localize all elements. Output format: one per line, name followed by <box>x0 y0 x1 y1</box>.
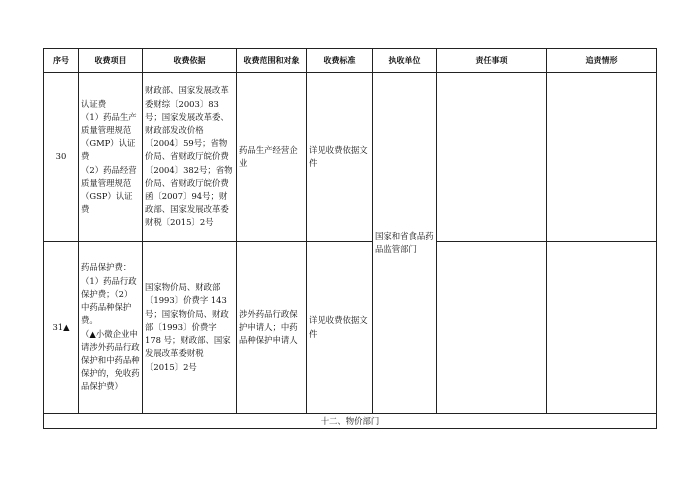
header-row <box>44 49 657 73</box>
table-row <box>44 73 657 242</box>
fee-table <box>43 48 657 429</box>
row-basis: 财政部、国家发展改革委财综〔2003〕83 号；国家发展改革委、财政部发改价格〔2004〕59号；省物价局、省财政厅皖价费〔2004〕382号；省物价局、省财政厅皖价费函〔2007〕94号；财政部、国家发展改革委财税〔2015〕2号 <box>143 73 237 242</box>
row-accountability <box>547 73 657 242</box>
header-basis: 收费依据 <box>143 49 237 73</box>
row-duty <box>437 242 547 414</box>
header-item: 收费项目 <box>79 49 143 73</box>
header-duty: 责任事项 <box>437 49 547 73</box>
header-scope: 收费范围和对象 <box>237 49 307 73</box>
row-no: 30 <box>44 73 79 242</box>
row-unit: 国家和省食品药品监管部门 <box>373 73 437 414</box>
header-no: 序号 <box>44 49 79 73</box>
row-no: 31▲ <box>44 242 79 414</box>
row-scope: 涉外药品行政保护申请人；中药品种保护申请人 <box>237 242 307 414</box>
row-standard: 详见收费依据文件 <box>307 242 373 414</box>
row-standard: 详见收费依据文件 <box>307 73 373 242</box>
section-row <box>44 414 657 429</box>
section-label: 十二、物价部门 <box>44 414 657 429</box>
header-accountability: 追责情形 <box>547 49 657 73</box>
row-basis: 国家物价局、财政部〔1993〕价费字 143 号；国家物价局、财政部〔1993〕价费字 178 号；财政部、国家发展改革委财税〔2015〕2号 <box>143 242 237 414</box>
row-item: 认证费 （1）药品生产质量管理规范（GMP）认证费 （2）药品经营质量管理规范（GSP）认证费 <box>79 73 143 242</box>
header-unit: 执收单位 <box>373 49 437 73</box>
row-accountability <box>547 242 657 414</box>
table-row <box>44 242 657 414</box>
row-scope: 药品生产经营企业 <box>237 73 307 242</box>
row-duty <box>437 73 547 242</box>
row-item: 药品保护费： （1）药品行政保护费；（2）中药品种保护费。 （▲小微企业申请涉外药品行政保护和中药品种保护的，免收药品保护费） <box>79 242 143 414</box>
header-standard: 收费标准 <box>307 49 373 73</box>
